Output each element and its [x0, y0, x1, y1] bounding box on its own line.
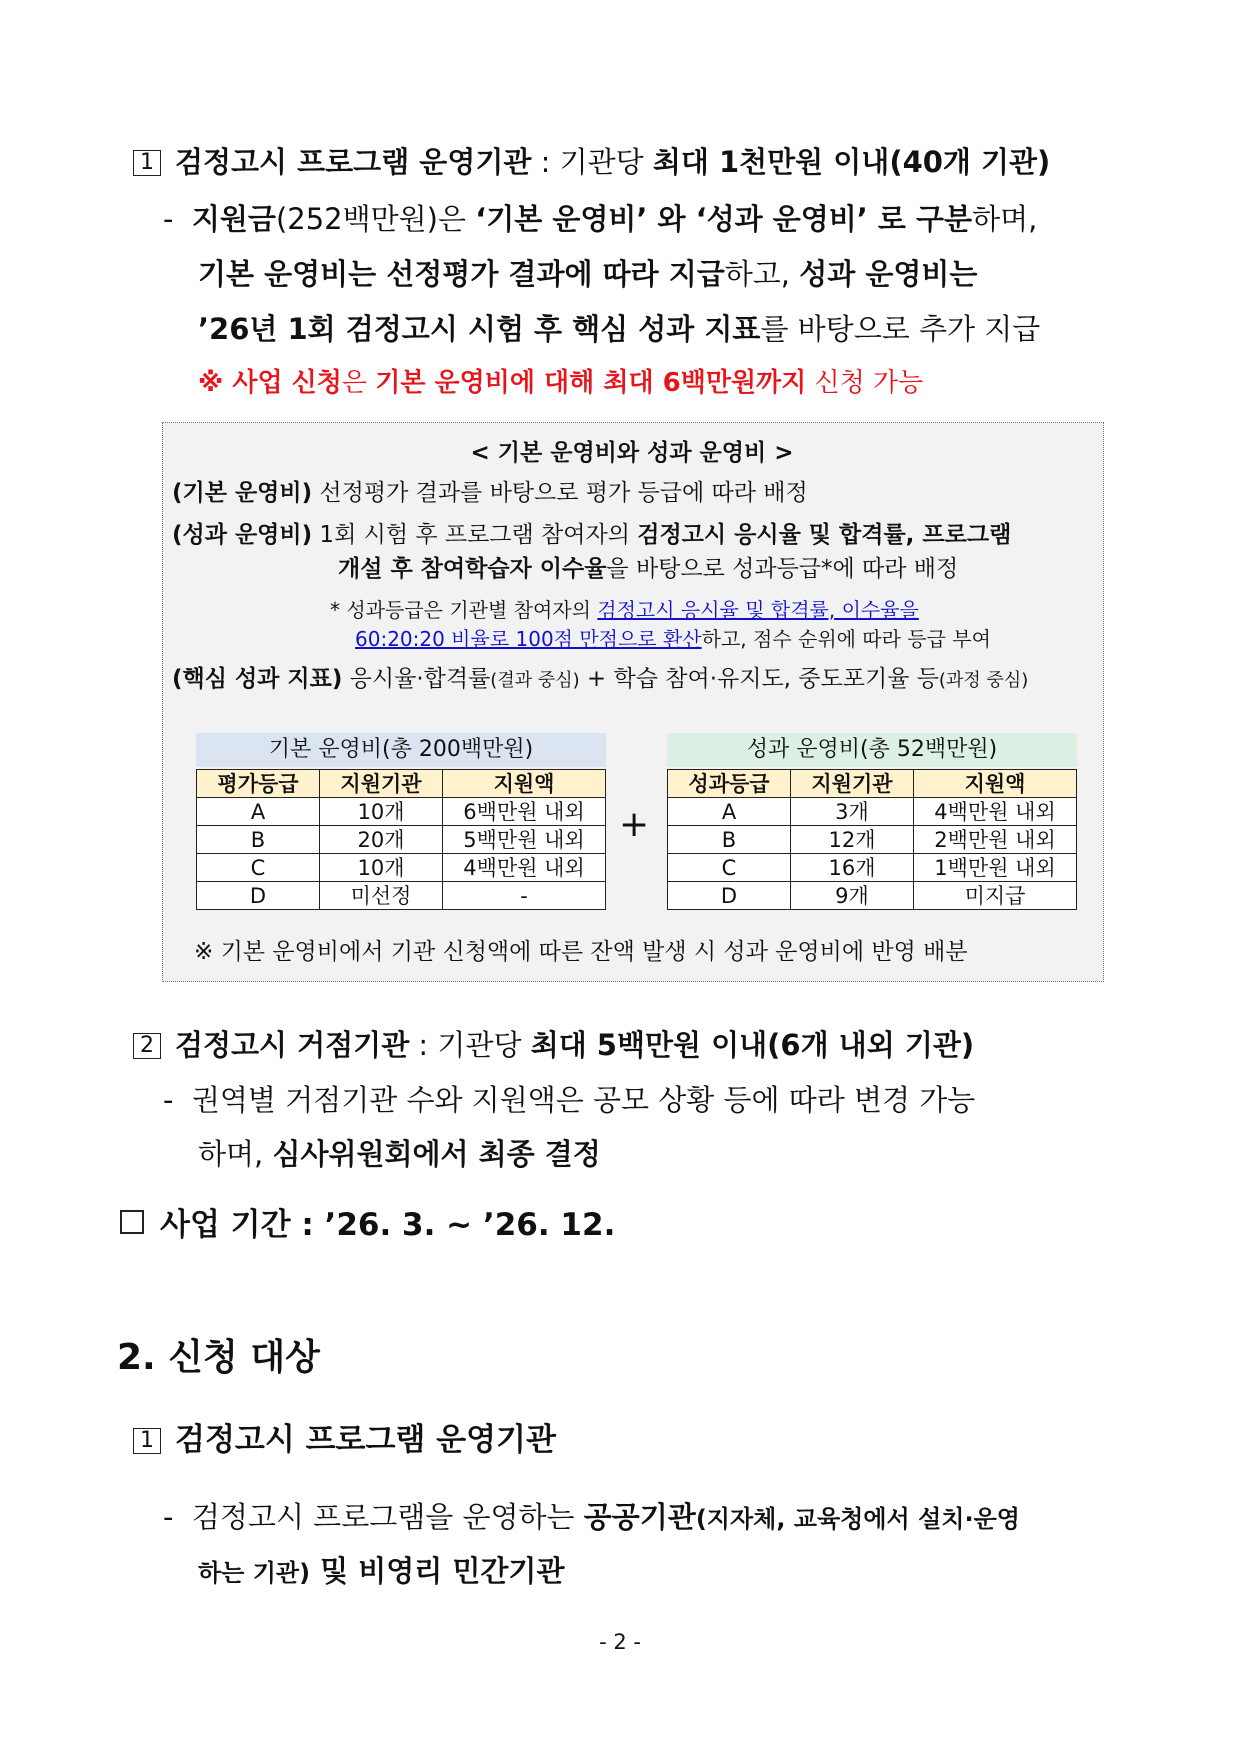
table-row: C 16개 1백만원 내외	[668, 854, 1077, 882]
table-header: 지원액	[914, 770, 1077, 798]
item-2-desc-1: - 권역별 거점기관 수와 지원액은 공모 상황 등에 따라 변경 가능	[163, 1083, 976, 1117]
table-row: D 미선정 -	[197, 882, 606, 910]
desc-line-3: ’26년 1회 검정고시 시험 후 핵심 성과 지표를 바탕으로 추가 지급	[198, 312, 1041, 346]
table-header: 지원기관	[320, 770, 443, 798]
table-header: 지원액	[443, 770, 606, 798]
box-title: < 기본 운영비와 성과 운영비 >	[470, 440, 794, 466]
perf-cost-line-1: (성과 운영비) 1회 시험 후 프로그램 참여자의 검정고시 응시율 및 합격률, 프로그램	[172, 522, 1012, 548]
footnote-line-2: 60:20:20 비율로 100점 만점으로 환산하고, 점수 순위에 따라 등급 부여	[355, 627, 991, 651]
page-number: - 2 -	[599, 1630, 641, 1654]
item-number-box: 2	[133, 1033, 161, 1059]
table-row: B 20개 5백만원 내외	[197, 826, 606, 854]
basic-cost-line: (기본 운영비) 선정평가 결과를 바탕으로 평가 등급에 따라 배정	[172, 480, 808, 506]
section-heading: 2. 신청 대상	[117, 1337, 320, 1378]
target-desc-1: - 검정고시 프로그램을 운영하는 공공기관(지자체, 교육청에서 설치·운영	[163, 1500, 1020, 1534]
business-period: 사업 기간 : ’26. 3. ~ ’26. 12.	[120, 1205, 615, 1245]
plus-sign: +	[619, 804, 650, 845]
item-limit: 최대 1천만원 이내(40개 기관)	[652, 145, 1051, 179]
basic-table-caption: 기본 운영비(총 200백만원)	[196, 733, 606, 767]
item-2-header: 2 검정고시 거점기관 : 기관당 최대 5백만원 이내(6개 내외 기관)	[133, 1025, 974, 1065]
perf-cost-table	[667, 769, 1077, 910]
basic-cost-table	[196, 769, 606, 910]
target-desc-2: 하는 기관) 및 비영리 민간기관	[198, 1554, 565, 1588]
kpi-line: (핵심 성과 지표) 응시율·합격률(결과 중심) + 학습 참여·유지도, 중도포기율 등(과정 중심)	[172, 666, 1029, 692]
item-title: 검정고시 프로그램 운영기관	[175, 145, 532, 179]
application-note: ※ 사업 신청은 기본 운영비에 대해 최대 6백만원까지 신청 가능	[198, 368, 924, 398]
target-subheading: 1 검정고시 프로그램 운영기관	[133, 1420, 556, 1460]
table-header: 평가등급	[197, 770, 320, 798]
table-row: A 10개 6백만원 내외	[197, 798, 606, 826]
perf-cost-line-2: 개설 후 참여학습자 이수율을 바탕으로 성과등급*에 따라 배정	[338, 556, 959, 582]
item-number-box: 1	[133, 150, 161, 176]
item-sep: : 기관당	[531, 145, 653, 179]
table-row: C 10개 4백만원 내외	[197, 854, 606, 882]
table-row: D 9개 미지급	[668, 882, 1077, 910]
box-bottom-note: ※ 기본 운영비에서 기관 신청액에 따른 잔액 발생 시 성과 운영비에 반영 배분	[194, 939, 968, 965]
footnote-line-1: * 성과등급은 기관별 참여자의 검정고시 응시율 및 합격률, 이수율을	[330, 598, 919, 622]
item-number-box: 1	[133, 1428, 161, 1454]
table-row: A 3개 4백만원 내외	[668, 798, 1077, 826]
perf-table-caption: 성과 운영비(총 52백만원)	[667, 733, 1077, 767]
table-header: 성과등급	[668, 770, 791, 798]
table-row: B 12개 2백만원 내외	[668, 826, 1077, 854]
desc-line-2: 기본 운영비는 선정평가 결과에 따라 지급하고, 성과 운영비는	[198, 257, 978, 291]
item-1-header	[133, 142, 1050, 182]
checkbox-square-icon	[120, 1210, 144, 1234]
table-header: 지원기관	[791, 770, 914, 798]
desc-line-1: - 지원금(252백만원)은 ‘기본 운영비’ 와 ‘성과 운영비’ 로 구분하며,	[163, 202, 1038, 236]
item-2-desc-2: 하며, 심사위원회에서 최종 결정	[198, 1137, 601, 1171]
